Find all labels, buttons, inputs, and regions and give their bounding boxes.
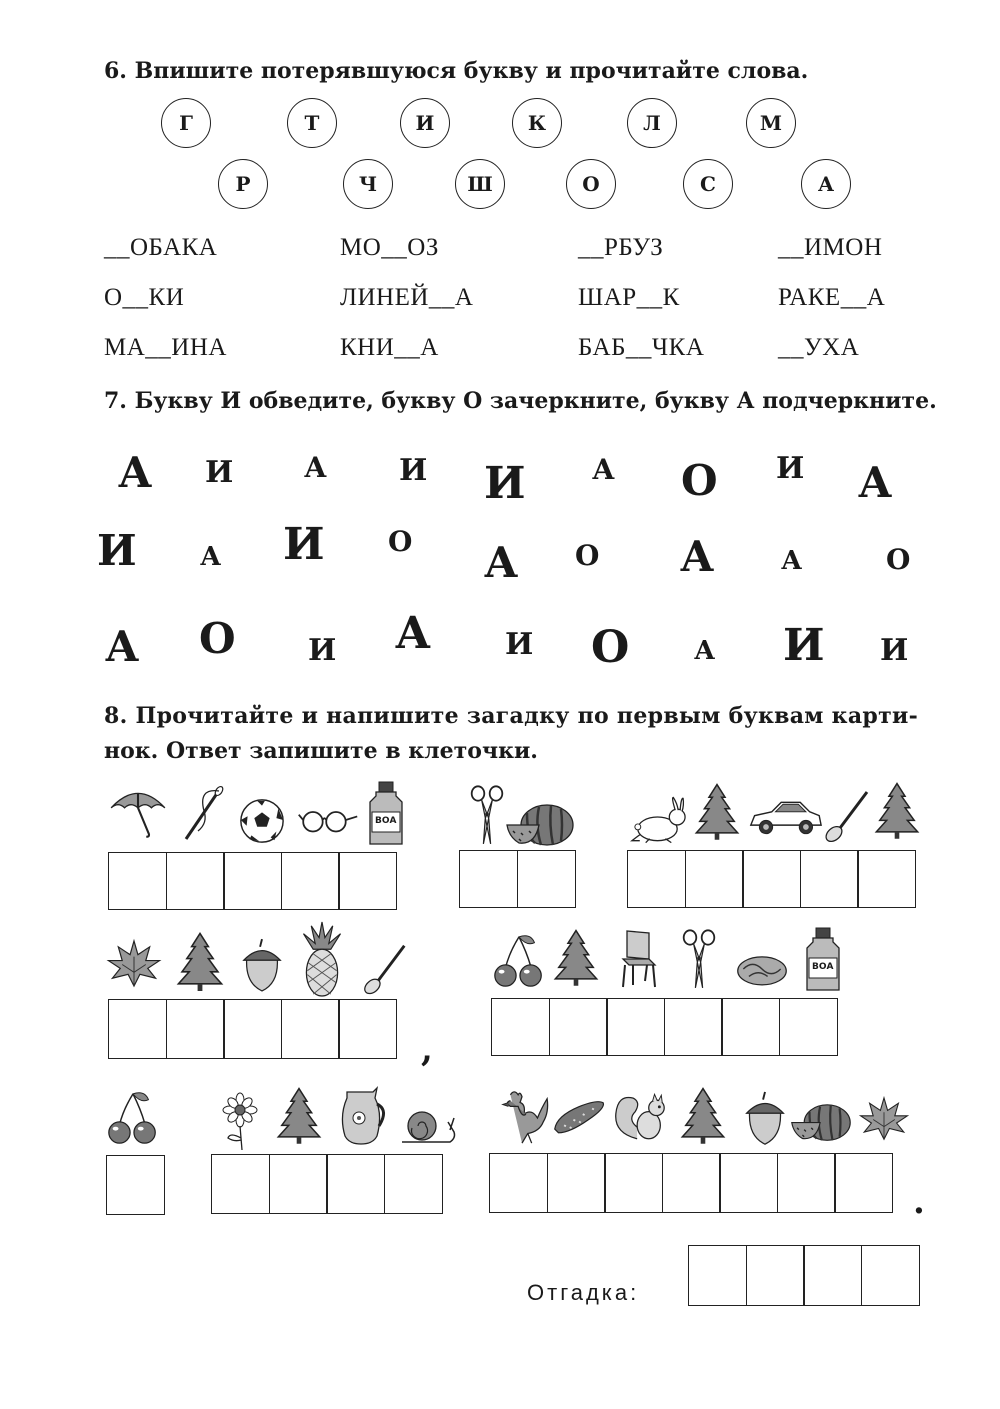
- maple-leaf-icon: [857, 1094, 911, 1144]
- answer-cell[interactable]: [223, 999, 282, 1059]
- jug-icon: [337, 1086, 387, 1146]
- needle-icon: [178, 783, 228, 843]
- letter-mark[interactable]: А: [200, 542, 222, 572]
- letter-circle: Т: [287, 98, 337, 148]
- answer-cell[interactable]: [338, 999, 397, 1059]
- word-with-gap[interactable]: __РБУЗ: [578, 234, 664, 261]
- answer-cell[interactable]: [281, 852, 340, 910]
- hare-icon: [626, 795, 690, 845]
- letter-circle: С: [683, 159, 733, 209]
- task6-heading: 6. Впишите потерявшуюся букву и прочитайте слова.: [104, 58, 809, 84]
- word-with-gap[interactable]: ЛИНЕЙ__А: [340, 284, 474, 311]
- answer-cell[interactable]: [106, 1155, 165, 1215]
- word-with-gap[interactable]: КНИ__А: [340, 334, 439, 361]
- word-with-gap[interactable]: О__КИ: [104, 284, 185, 311]
- letter-mark[interactable]: О: [886, 543, 911, 576]
- word-with-gap[interactable]: МА__ИНА: [104, 334, 227, 361]
- bottle-label: ВОА: [812, 962, 834, 972]
- word-with-gap[interactable]: МО__ОЗ: [340, 234, 439, 261]
- answer-cell[interactable]: [338, 852, 397, 910]
- letter-mark[interactable]: А: [118, 448, 153, 497]
- answer-cell[interactable]: [627, 850, 686, 908]
- letter-circle: А: [801, 159, 851, 209]
- answer-cells-group-3: [627, 850, 915, 908]
- answer-cell[interactable]: [223, 852, 282, 910]
- fir-tree-icon: [694, 780, 740, 842]
- answer-cell[interactable]: [834, 1153, 893, 1213]
- letter-mark[interactable]: И: [399, 453, 428, 488]
- period-mark: .: [913, 1182, 925, 1222]
- letter-mark[interactable]: А: [304, 451, 327, 484]
- answer-cell[interactable]: [777, 1153, 836, 1213]
- chair-icon: [619, 928, 659, 990]
- letter-mark[interactable]: О: [388, 525, 413, 558]
- letter-circle: И: [400, 98, 450, 148]
- answer-cell[interactable]: [108, 999, 167, 1059]
- spoon-icon: [358, 940, 410, 998]
- answer-cell[interactable]: [489, 1153, 548, 1213]
- letter-mark[interactable]: И: [880, 633, 909, 668]
- snail-icon: [398, 1108, 458, 1148]
- letter-mark[interactable]: И: [205, 455, 234, 490]
- letter-circle: К: [512, 98, 562, 148]
- letter-mark[interactable]: А: [592, 453, 615, 486]
- word-with-gap[interactable]: ШАР__К: [578, 284, 680, 311]
- answer-cell[interactable]: [459, 850, 518, 908]
- answer-cells-final: [688, 1245, 918, 1306]
- answer-cell[interactable]: [606, 998, 665, 1056]
- ball-icon: [238, 797, 286, 845]
- pineapple-icon: [297, 920, 347, 998]
- answer-cell[interactable]: [662, 1153, 721, 1213]
- letter-mark[interactable]: А: [105, 622, 140, 671]
- word-with-gap[interactable]: БАБ__ЧКА: [578, 334, 705, 361]
- walnut-icon: [734, 950, 790, 988]
- answer-cells-group-4: [108, 999, 396, 1059]
- answer-cell[interactable]: [281, 999, 340, 1059]
- word-with-gap[interactable]: __ОБАКА: [104, 234, 218, 261]
- answer-cell[interactable]: [800, 850, 859, 908]
- letter-mark[interactable]: А: [858, 458, 893, 507]
- answer-cell[interactable]: [166, 852, 225, 910]
- answer-cell[interactable]: [746, 1245, 805, 1306]
- answer-cells-group-2: [459, 850, 574, 908]
- watermelon-icon: [790, 1103, 852, 1143]
- letter-mark[interactable]: А: [395, 608, 431, 659]
- task8-heading-line1: 8. Прочитайте и напишите загадку по первым буквам карти-: [104, 703, 919, 729]
- letter-circle: О: [566, 159, 616, 209]
- glue-bottle-icon: [803, 926, 843, 992]
- answer-cell[interactable]: [664, 998, 723, 1056]
- answer-cell[interactable]: [166, 999, 225, 1059]
- answer-cell[interactable]: [547, 1153, 606, 1213]
- car-icon: [747, 796, 823, 840]
- answer-cell[interactable]: [549, 998, 608, 1056]
- letter-mark[interactable]: А: [484, 538, 519, 587]
- maple-leaf-icon: [104, 937, 164, 991]
- answer-cell[interactable]: [108, 852, 167, 910]
- rooster-icon: [493, 1088, 551, 1148]
- answer-cell[interactable]: [742, 850, 801, 908]
- word-with-gap[interactable]: __УХА: [778, 334, 860, 361]
- cherry-icon: [104, 1090, 162, 1148]
- letter-mark[interactable]: И: [308, 633, 337, 668]
- chamomile-icon: [220, 1092, 260, 1152]
- comma-mark: ,: [421, 1030, 433, 1070]
- task7-heading: 7. Букву И обведите, букву О зачеркните, букву А подчеркните.: [104, 388, 937, 414]
- letter-circle: Г: [161, 98, 211, 148]
- answer-cells-group-5: [491, 998, 836, 1056]
- answer-cell[interactable]: [491, 998, 550, 1056]
- fir-tree-icon: [680, 1082, 726, 1148]
- squirrel-icon: [612, 1090, 670, 1144]
- fir-tree-icon: [874, 778, 920, 842]
- scissors-icon: [469, 784, 505, 848]
- letter-mark[interactable]: О: [591, 622, 630, 673]
- cherry-icon: [490, 932, 548, 992]
- bottle-label: ВОА: [375, 816, 397, 826]
- task8-heading-line2: нок. Ответ запишите в клеточки.: [104, 738, 538, 764]
- letter-mark[interactable]: И: [283, 519, 325, 570]
- word-with-gap[interactable]: РАКЕ__А: [778, 284, 886, 311]
- fir-tree-icon: [276, 1082, 322, 1148]
- glasses-icon: [297, 802, 359, 838]
- letter-mark[interactable]: О: [681, 456, 718, 505]
- letter-mark[interactable]: А: [694, 636, 716, 666]
- answer-cell[interactable]: [857, 850, 916, 908]
- letter-mark[interactable]: И: [484, 458, 526, 509]
- answer-cell[interactable]: [688, 1245, 747, 1306]
- answer-cells-group-6: [106, 1155, 164, 1215]
- letter-mark[interactable]: И: [505, 627, 534, 662]
- answer-cells-group-1: [108, 852, 396, 910]
- umbrella-icon: [107, 787, 169, 839]
- letter-circle: М: [746, 98, 796, 148]
- answer-cell[interactable]: [604, 1153, 663, 1213]
- letter-mark[interactable]: А: [781, 546, 803, 576]
- answer-cells-group-8: [489, 1153, 892, 1213]
- answer-cell[interactable]: [719, 1153, 778, 1213]
- letter-circle: Р: [218, 159, 268, 209]
- watermelon-icon: [505, 803, 575, 848]
- answer-cell[interactable]: [861, 1245, 920, 1306]
- glue-bottle-icon: [366, 780, 406, 846]
- cucumber-icon: [551, 1096, 607, 1136]
- letter-mark[interactable]: О: [575, 539, 600, 572]
- letter-mark[interactable]: И: [783, 620, 825, 671]
- letter-circle: Л: [627, 98, 677, 148]
- spoon-icon: [820, 786, 872, 846]
- acorn-icon: [238, 937, 286, 995]
- answer-cell[interactable]: [803, 1245, 862, 1306]
- answer-label: Отгадка:: [527, 1280, 640, 1305]
- letter-circle: Ч: [343, 159, 393, 209]
- letter-mark[interactable]: О: [199, 614, 236, 663]
- answer-cell[interactable]: [685, 850, 744, 908]
- answer-cell[interactable]: [211, 1154, 270, 1214]
- answer-cell[interactable]: [721, 998, 780, 1056]
- acorn-icon: [740, 1090, 790, 1148]
- answer-cells-group-7: [211, 1154, 441, 1214]
- letter-circle: Ш: [455, 159, 505, 209]
- answer-cell[interactable]: [384, 1154, 443, 1214]
- letter-mark[interactable]: А: [680, 532, 715, 581]
- word-with-gap[interactable]: __ИМОН: [778, 234, 883, 261]
- answer-cell[interactable]: [326, 1154, 385, 1214]
- answer-cell[interactable]: [779, 998, 838, 1056]
- letter-mark[interactable]: И: [97, 526, 137, 575]
- letter-mark[interactable]: И: [776, 451, 805, 486]
- answer-cell[interactable]: [269, 1154, 328, 1214]
- fir-tree-icon: [553, 924, 599, 990]
- answer-cell[interactable]: [517, 850, 576, 908]
- scissors-icon: [681, 928, 717, 992]
- fir-tree-icon: [176, 928, 224, 994]
